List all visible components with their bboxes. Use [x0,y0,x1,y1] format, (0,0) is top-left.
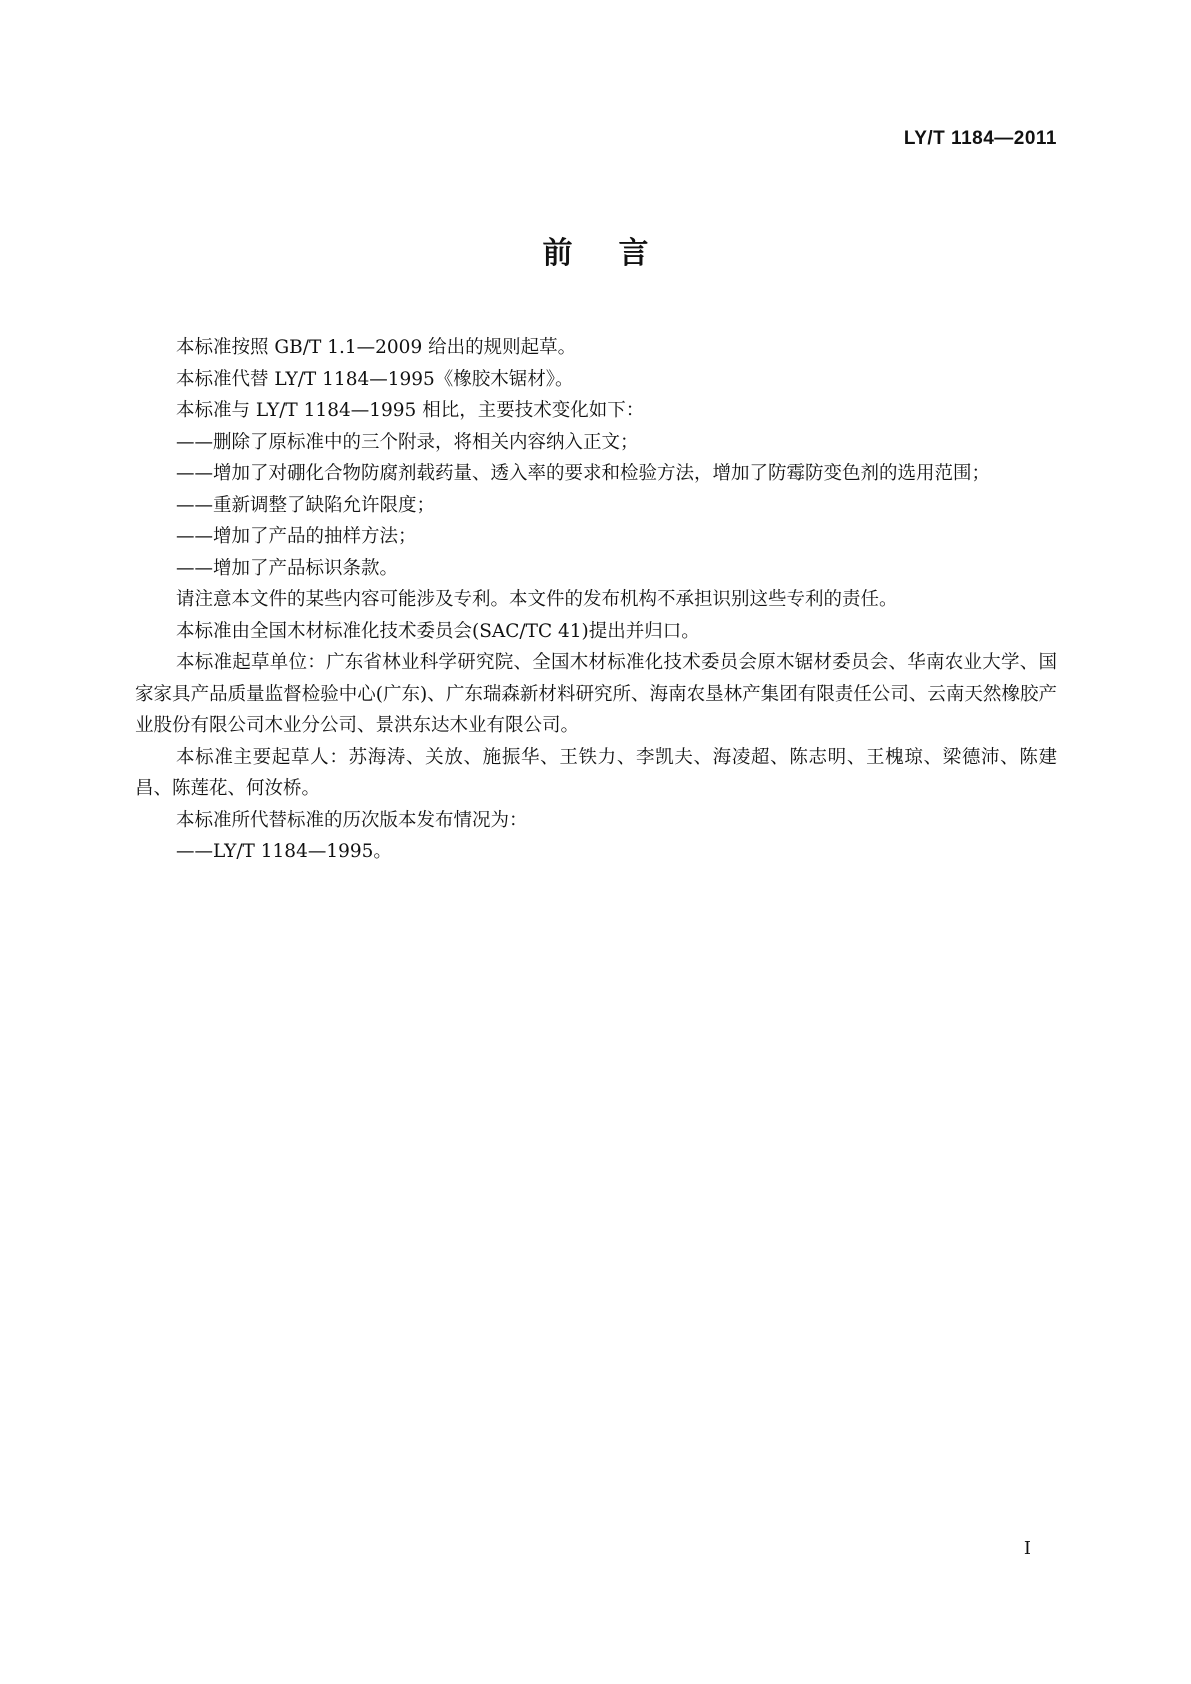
paragraph-changes-intro: 本标准与 LY/T 1184—1995 相比，主要技术变化如下： [176,400,645,421]
foreword-body [135,332,1057,868]
paragraph-drafting-rules: 本标准按照 GB/T 1.1—2009 给出的规则起草。 [176,337,577,358]
change-item: ——增加了产品的抽样方法； [176,526,417,547]
paragraph-drafters: 本标准主要起草人：苏海涛、关放、施振华、王铁力、李凯夫、海凌超、陈志明、王槐琼、梁德沛、陈建昌、陈莲花、何汝桥。 [135,746,1057,799]
paragraph-drafting-units: 本标准起草单位：广东省林业科学研究院、全国木材标准化技术委员会原木锯材委员会、华南农业大学、国家家具产品质量监督检验中心(广东)、广东瑞森新材料研究所、海南农垦林产集团有限责任公司、云南天然橡胶产业股份有限公司木业分公司、景洪东达木业有限公司。 [135,652,1057,736]
history-item: ——LY/T 1184—1995。 [176,841,392,862]
page-title: 前言 [542,236,695,271]
paragraph-replaces: 本标准代替 LY/T 1184—1995《橡胶木锯材》。 [176,368,574,390]
paragraph-patent-notice: 请注意本文件的某些内容可能涉及专利。本文件的发布机构不承担识别这些专利的责任。 [176,589,898,610]
paragraph-proposed-by: 本标准由全国木材标准化技术委员会(SAC/TC 41)提出并归口。 [176,620,700,642]
paragraph-history-intro: 本标准所代替标准的历次版本发布情况为： [176,809,528,831]
change-item: ——增加了产品标识条款。 [176,557,399,579]
page-number: I [1023,1538,1031,1559]
change-item: ——重新调整了缺陷允许限度； [176,494,436,516]
change-item: ——删除了原标准中的三个附录，将相关内容纳入正文； [176,431,639,453]
change-item: ——增加了对硼化合物防腐剂载药量、透入率的要求和检验方法，增加了防霉防变色剂的选用范围； [176,463,991,484]
standard-code: LY/T 1184—2011 [903,128,1057,149]
